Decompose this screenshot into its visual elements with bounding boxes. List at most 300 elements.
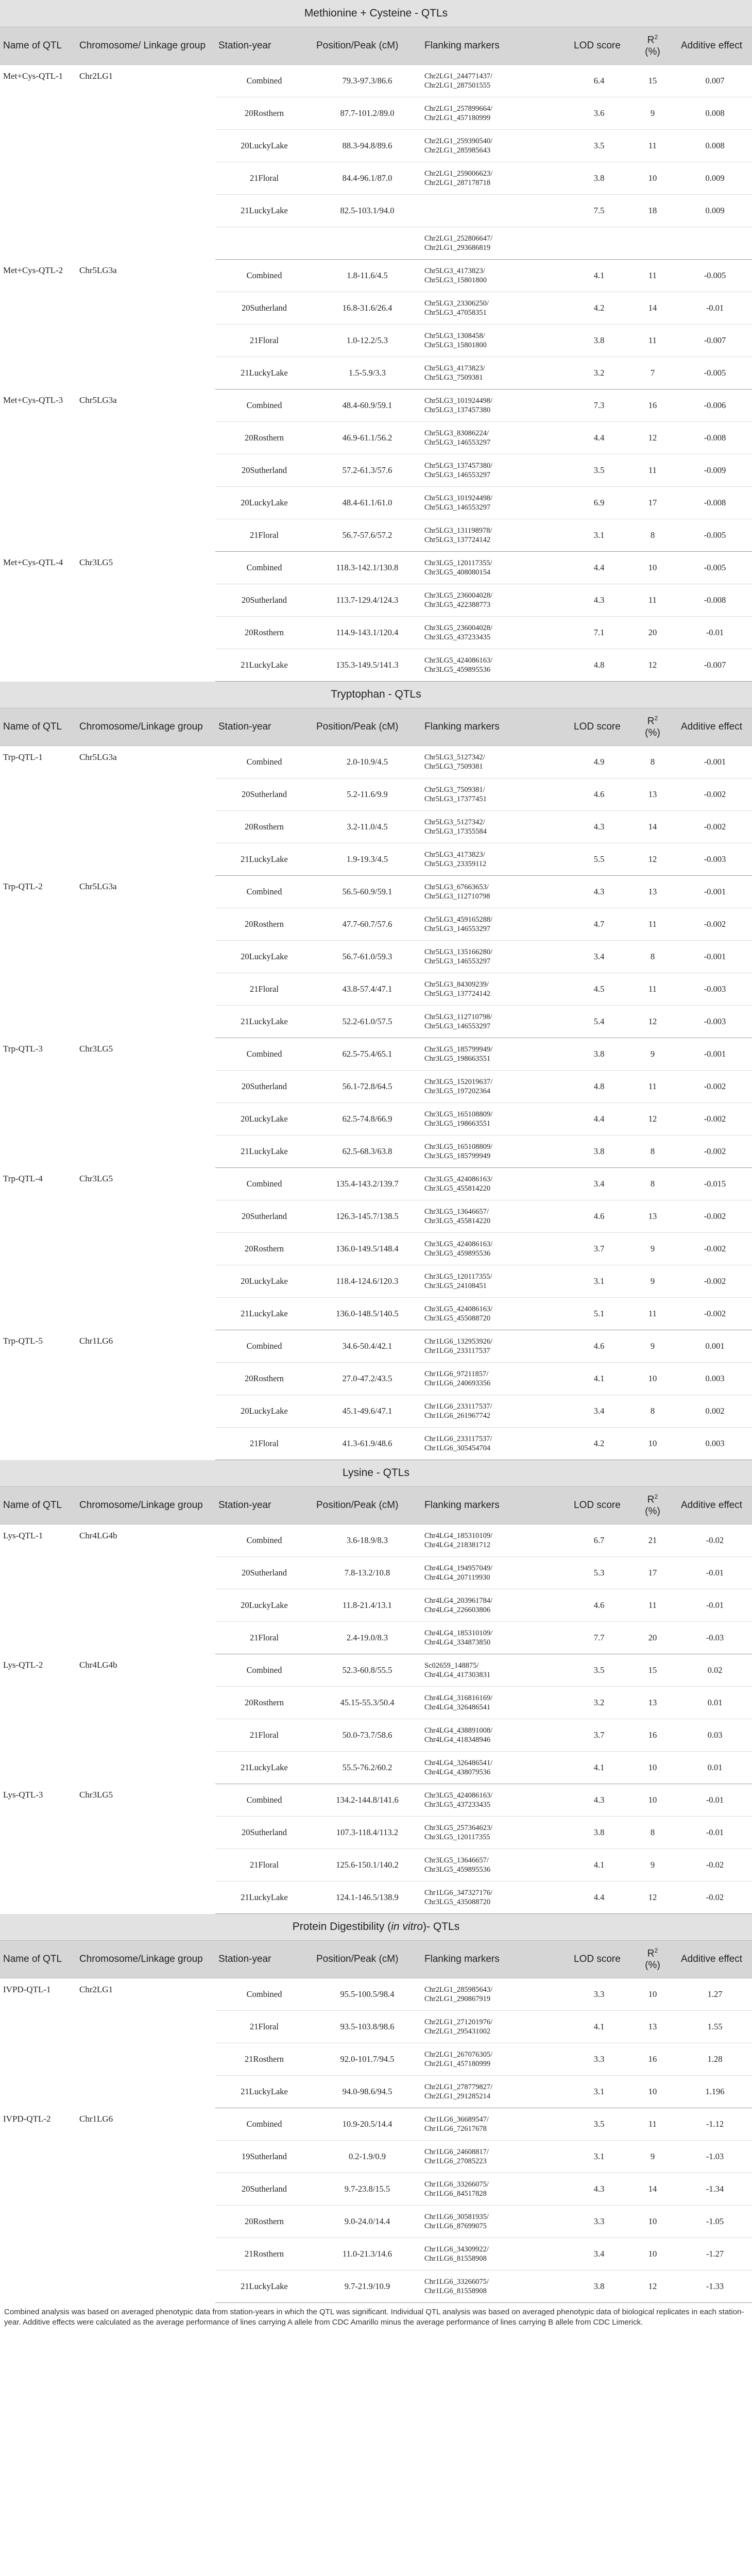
cell-lod-score: 4.6: [571, 778, 627, 810]
r2-label: R: [647, 716, 655, 727]
flanking-marker-left: Chr3LG5_13646657/: [424, 1207, 489, 1216]
qtl-name-text: Met+Cys-QTL-2: [3, 265, 63, 275]
flanking-marker-right: Chr1LG6_72617678: [424, 2124, 487, 2133]
cell-additive-effect: -1.12: [678, 2108, 752, 2140]
cell-lod-score: 3.6: [571, 97, 627, 129]
cell-station-year: 20Rosthern: [215, 810, 313, 843]
cell-additive-effect: 1.55: [678, 2010, 752, 2043]
flanking-marker-left: Chr4LG4_203961784/: [424, 1596, 493, 1605]
section-title: Lysine - QTLs: [0, 1460, 752, 1486]
cell-r2: 13: [627, 778, 678, 810]
cell-r2: 11: [627, 454, 678, 486]
cell-additive-effect: -1.27: [678, 2238, 752, 2270]
cell-station-year: Combined: [215, 551, 313, 584]
header-additive-effect: Additive effect: [678, 1940, 752, 1978]
cell-flanking-markers: [421, 2108, 571, 2140]
r2-superscript: 2: [654, 1947, 658, 1955]
cell-additive-effect: -0.005: [678, 259, 752, 292]
qtl-chromosome: Chr2LG1: [79, 71, 113, 81]
header-position-peak: Position/Peak (cM): [313, 1940, 421, 1978]
cell-flanking-markers: [421, 1167, 571, 1200]
cell-r2: 10: [627, 2205, 678, 2238]
cell-flanking-markers: [421, 519, 571, 551]
cell-position-peak: 113.7-129.4/124.3: [313, 584, 421, 616]
cell-additive-effect: -0.01: [678, 1589, 752, 1621]
cell-flanking-markers: [421, 64, 571, 97]
flanking-marker-left: Chr3LG5_120117355/: [424, 558, 492, 567]
cell-r2: 15: [627, 1654, 678, 1686]
cell-r2: 10: [627, 162, 678, 194]
cell-station-year: 19Sutherland: [215, 2140, 313, 2173]
cell-station-year: 20Sutherland: [215, 1556, 313, 1589]
flanking-marker-right: Chr5LG3_137457380: [424, 405, 491, 414]
flanking-marker-left: Chr5LG3_101924498/: [424, 494, 493, 502]
cell-station-year: 21LuckyLake: [215, 1751, 313, 1784]
cell-r2: 13: [627, 1200, 678, 1232]
flanking-marker-left: Chr5LG3_83086224/: [424, 429, 489, 437]
cell-position-peak: 135.3-149.5/141.3: [313, 649, 421, 681]
cell-additive-effect: -0.01: [678, 292, 752, 324]
cell-r2: 11: [627, 973, 678, 1005]
cell-station-year: 21LuckyLake: [215, 357, 313, 389]
cell-station-year: 20Rosthern: [215, 1232, 313, 1265]
flanking-marker-right: Chr5LG3_23359112: [424, 859, 487, 868]
cell-flanking-markers: [421, 1200, 571, 1232]
cell-lod-score: 5.5: [571, 843, 627, 875]
cell-r2: 16: [627, 1719, 678, 1751]
cell-flanking-markers: [421, 227, 571, 259]
cell-position-peak: 136.0-149.5/148.4: [313, 1232, 421, 1265]
header-flanking-markers: Flanking markers: [421, 1940, 571, 1978]
cell-position-peak: 52.2-61.0/57.5: [313, 1005, 421, 1038]
qtl-name-text: Met+Cys-QTL-1: [3, 71, 63, 81]
cell-lod-score: 6.9: [571, 486, 627, 519]
table-row: [0, 875, 752, 908]
flanking-marker-right: Chr2LG1_287178718: [424, 178, 491, 187]
cell-r2: 16: [627, 389, 678, 421]
cell-flanking-markers: [421, 324, 571, 357]
cell-lod-score: 6.7: [571, 1524, 627, 1556]
cell-flanking-markers: [421, 875, 571, 908]
cell-station-year: 21LuckyLake: [215, 1135, 313, 1167]
cell-flanking-markers: [421, 2173, 571, 2205]
section-title-italic: in vitro: [391, 1921, 423, 1933]
cell-lod-score: 6.4: [571, 64, 627, 97]
flanking-marker-right: Chr3LG5_455088720: [424, 1314, 491, 1323]
cell-additive-effect: 0.008: [678, 97, 752, 129]
flanking-marker-right: Chr5LG3_15801800: [424, 341, 487, 349]
cell-lod-score: 5.1: [571, 1297, 627, 1330]
cell-lod-score: 3.5: [571, 129, 627, 162]
cell-flanking-markers: [421, 2205, 571, 2238]
flanking-marker-right: Chr4LG4_417303831: [424, 1670, 491, 1679]
qtl-name: [0, 875, 76, 1038]
cell-lod-score: 3.5: [571, 1654, 627, 1686]
qtl-name: [0, 1038, 76, 1167]
cell-r2: 17: [627, 1556, 678, 1589]
cell-flanking-markers: [421, 1719, 571, 1751]
cell-r2: 20: [627, 1621, 678, 1654]
flanking-marker-right: Chr2LG1_457180999: [424, 2059, 491, 2068]
header-additive-effect: Additive effect: [678, 708, 752, 745]
cell-r2: 13: [627, 1686, 678, 1719]
flanking-marker-left: Chr4LG4_438891008/: [424, 1726, 493, 1735]
header-chromosome: Chromosome/Linkage group: [76, 708, 215, 745]
qtl-chromosome: Chr5LG3a: [79, 265, 117, 275]
cell-flanking-markers: [421, 1005, 571, 1038]
cell-additive-effect: -0.002: [678, 778, 752, 810]
cell-lod-score: 4.8: [571, 649, 627, 681]
cell-flanking-markers: [421, 1330, 571, 1362]
cell-r2: 14: [627, 810, 678, 843]
cell-station-year: 20Rosthern: [215, 97, 313, 129]
flanking-marker-right: Chr5LG3_146553297: [424, 957, 491, 965]
cell-flanking-markers: [421, 843, 571, 875]
qtl-name-text: Trp-QTL-4: [3, 1174, 43, 1183]
cell-additive-effect: -0.003: [678, 1005, 752, 1038]
flanking-marker-left: Chr2LG1_259006623/: [424, 169, 493, 178]
qtl-name: [0, 1654, 76, 1784]
cell-position-peak: 94.0-98.6/94.5: [313, 2075, 421, 2108]
cell-lod-score: 3.8: [571, 1816, 627, 1849]
cell-lod-score: 3.1: [571, 2140, 627, 2173]
cell-lod-score: 3.7: [571, 1232, 627, 1265]
cell-flanking-markers: [421, 389, 571, 421]
header-position-peak: Position/Peak (cM): [313, 708, 421, 745]
cell-additive-effect: -0.008: [678, 421, 752, 454]
flanking-marker-left: Chr3LG5_120117355/: [424, 1272, 492, 1281]
cell-additive-effect: -0.005: [678, 519, 752, 551]
cell-position-peak: 118.4-124.6/120.3: [313, 1265, 421, 1297]
cell-lod-score: 4.1: [571, 2010, 627, 2043]
cell-station-year: 20Rosthern: [215, 616, 313, 649]
cell-r2: 10: [627, 2075, 678, 2108]
cell-r2: 15: [627, 64, 678, 97]
flanking-marker-left: Chr2LG1_259390540/: [424, 137, 493, 145]
flanking-marker-left: Chr3LG5_185799949/: [424, 1045, 493, 1054]
flanking-marker-right: Chr1LG6_81558908: [424, 2254, 487, 2263]
cell-position-peak: 1.8-11.6/4.5: [313, 259, 421, 292]
flanking-marker-left: Chr5LG3_23306250/: [424, 299, 489, 308]
qtl-name-text: Lys-QTL-1: [3, 1530, 43, 1540]
cell-flanking-markers: [421, 1038, 571, 1070]
cell-flanking-markers: [421, 908, 571, 940]
cell-flanking-markers: [421, 810, 571, 843]
flanking-marker-left: Chr5LG3_67663653/: [424, 883, 489, 891]
qtl-name: [0, 389, 76, 551]
header-lod-score: LOD score: [571, 27, 627, 64]
cell-additive-effect: -0.015: [678, 1167, 752, 1200]
cell-flanking-markers: [421, 194, 571, 227]
cell-position-peak: 45.15-55.3/50.4: [313, 1686, 421, 1719]
cell-station-year: 20Rosthern: [215, 1686, 313, 1719]
flanking-marker-right: Chr5LG3_146553297: [424, 438, 491, 447]
cell-additive-effect: 0.008: [678, 129, 752, 162]
table-row: [0, 1978, 752, 2010]
flanking-marker-left: Chr1LG6_30581935/: [424, 2212, 489, 2221]
cell-station-year: 20Sutherland: [215, 778, 313, 810]
flanking-marker-right: Chr4LG4_226603806: [424, 1605, 491, 1614]
cell-r2: 10: [627, 2238, 678, 2270]
cell-position-peak: 118.3-142.1/130.8: [313, 551, 421, 584]
cell-lod-score: 4.5: [571, 973, 627, 1005]
cell-additive-effect: -1.05: [678, 2205, 752, 2238]
flanking-marker-right: Chr5LG3_146553297: [424, 924, 491, 933]
cell-flanking-markers: [421, 1362, 571, 1395]
cell-additive-effect: -0.03: [678, 1621, 752, 1654]
cell-flanking-markers: [421, 940, 571, 973]
qtl-name-text: Met+Cys-QTL-3: [3, 395, 63, 405]
qtl-chromosome: Chr3LG5: [79, 1044, 113, 1054]
cell-lod-score: 3.3: [571, 2043, 627, 2075]
cell-lod-score: 5.4: [571, 1005, 627, 1038]
cell-lod-score: 3.4: [571, 940, 627, 973]
header-station-year: Station-year: [215, 708, 313, 745]
cell-station-year: Combined: [215, 1784, 313, 1816]
r2-unit: (%): [645, 1505, 660, 1517]
cell-lod-score: 7.1: [571, 616, 627, 649]
flanking-marker-right: Chr2LG1_285985643: [424, 146, 491, 155]
cell-r2: 11: [627, 1589, 678, 1621]
cell-r2: 14: [627, 292, 678, 324]
cell-position-peak: 88.3-94.8/89.6: [313, 129, 421, 162]
cell-position-peak: 62.5-68.3/63.8: [313, 1135, 421, 1167]
cell-station-year: 21Floral: [215, 1849, 313, 1881]
section-title-row: [0, 1460, 752, 1486]
cell-lod-score: 4.9: [571, 745, 627, 778]
cell-additive-effect: 0.009: [678, 194, 752, 227]
cell-r2: 10: [627, 1427, 678, 1460]
flanking-marker-left: Chr5LG3_4173823/: [424, 850, 485, 859]
cell-station-year: 20LuckyLake: [215, 1103, 313, 1135]
cell-additive-effect: -0.009: [678, 454, 752, 486]
cell-additive-effect: -0.002: [678, 1135, 752, 1167]
flanking-marker-left: Chr3LG5_424086163/: [424, 1175, 493, 1183]
r2-unit: (%): [645, 727, 660, 738]
header-position-peak: Position/Peak (cM): [313, 1486, 421, 1524]
cell-station-year: 21Floral: [215, 519, 313, 551]
flanking-marker-left: Chr3LG5_13646657/: [424, 1856, 489, 1865]
qtl-chromosome: Chr5LG3a: [79, 395, 117, 405]
header-station-year: Station-year: [215, 1486, 313, 1524]
cell-additive-effect: -0.006: [678, 389, 752, 421]
cell-station-year: Combined: [215, 1330, 313, 1362]
flanking-marker-right: Chr5LG3_146553297: [424, 503, 491, 512]
cell-flanking-markers: [421, 1395, 571, 1427]
r2-superscript: 2: [654, 715, 658, 722]
cell-position-peak: 136.0-148.5/140.5: [313, 1297, 421, 1330]
flanking-marker-left: Chr5LG3_5127342/: [424, 818, 485, 826]
cell-position-peak: 56.7-57.6/57.2: [313, 519, 421, 551]
cell-lod-score: 3.7: [571, 1719, 627, 1751]
cell-position-peak: 5.2-11.6/9.9: [313, 778, 421, 810]
cell-r2: 12: [627, 1881, 678, 1913]
cell-r2: 11: [627, 908, 678, 940]
cell-station-year: 21LuckyLake: [215, 2270, 313, 2302]
cell-additive-effect: -0.001: [678, 875, 752, 908]
qtl-name-text: Trp-QTL-5: [3, 1336, 43, 1346]
cell-lod-score: 4.4: [571, 551, 627, 584]
cell-flanking-markers: [421, 745, 571, 778]
flanking-marker-left: Chr2LG1_271201976/: [424, 2018, 493, 2026]
section-title: Methionine + Cysteine - QTLs: [0, 0, 752, 27]
cell-flanking-markers: [421, 2043, 571, 2075]
cell-position-peak: 48.4-60.9/59.1: [313, 389, 421, 421]
flanking-marker-right: Chr1LG6_233117537: [424, 1346, 490, 1355]
cell-flanking-markers: [421, 1784, 571, 1816]
cell-additive-effect: 0.003: [678, 1427, 752, 1460]
cell-position-peak: 50.0-73.7/58.6: [313, 1719, 421, 1751]
cell-position-peak: 95.5-100.5/98.4: [313, 1978, 421, 2010]
table-row: [0, 1654, 752, 1686]
flanking-marker-right: Chr3LG5_459895536: [424, 1249, 491, 1258]
flanking-marker-left: Chr5LG3_459165288/: [424, 915, 493, 924]
flanking-marker-left: Chr5LG3_4173823/: [424, 266, 485, 275]
flanking-marker-right: Chr3LG5_459895536: [424, 665, 491, 674]
flanking-marker-left: Chr4LG4_326486541/: [424, 1758, 493, 1767]
flanking-marker-left: Chr1LG6_36689547/: [424, 2115, 489, 2124]
cell-position-peak: 1.9-19.3/4.5: [313, 843, 421, 875]
cell-station-year: 21Floral: [215, 973, 313, 1005]
cell-lod-score: 3.3: [571, 1978, 627, 2010]
flanking-marker-left: Chr2LG1_252806647/: [424, 234, 493, 243]
qtl-name-text: Met+Cys-QTL-4: [3, 557, 63, 567]
cell-lod-score: [571, 227, 627, 259]
cell-additive-effect: 0.009: [678, 162, 752, 194]
cell-flanking-markers: [421, 1621, 571, 1654]
cell-r2: 8: [627, 1167, 678, 1200]
cell-additive-effect: -0.002: [678, 908, 752, 940]
cell-additive-effect: -0.001: [678, 1038, 752, 1070]
flanking-marker-left: Chr3LG5_236004028/: [424, 591, 493, 600]
cell-r2: 13: [627, 2010, 678, 2043]
cell-position-peak: 48.4-61.1/61.0: [313, 486, 421, 519]
cell-position-peak: 84.4-96.1/87.0: [313, 162, 421, 194]
cell-position-peak: 7.8-13.2/10.8: [313, 1556, 421, 1589]
qtl-name: [0, 259, 76, 389]
cell-additive-effect: -0.02: [678, 1524, 752, 1556]
cell-station-year: 20LuckyLake: [215, 1265, 313, 1297]
header-r2: [627, 1486, 678, 1524]
qtl-chromosome: Chr4LG4b: [79, 1660, 117, 1670]
table-row: [0, 1524, 752, 1556]
cell-r2: 10: [627, 1978, 678, 2010]
cell-flanking-markers: [421, 2238, 571, 2270]
cell-station-year: 20Sutherland: [215, 1816, 313, 1849]
cell-lod-score: 4.3: [571, 875, 627, 908]
cell-position-peak: 46.9-61.1/56.2: [313, 421, 421, 454]
cell-additive-effect: -0.002: [678, 1070, 752, 1103]
table-row: [0, 64, 752, 97]
section-title-row: [0, 1913, 752, 1940]
qtl-chromosome: Chr5LG3a: [79, 882, 117, 891]
flanking-marker-left: Chr3LG5_424086163/: [424, 1304, 493, 1313]
cell-additive-effect: -0.002: [678, 1297, 752, 1330]
cell-r2: 7: [627, 357, 678, 389]
header-station-year: Station-year: [215, 1940, 313, 1978]
flanking-marker-right: Chr2LG1_291285214: [424, 2092, 491, 2100]
cell-r2: 8: [627, 1816, 678, 1849]
header-r2: [627, 708, 678, 745]
flanking-marker-left: Chr3LG5_165108809/: [424, 1110, 493, 1118]
qtl-name: [0, 1784, 76, 1913]
cell-position-peak: 47.7-60.7/57.6: [313, 908, 421, 940]
cell-station-year: 20Sutherland: [215, 1200, 313, 1232]
cell-lod-score: 3.2: [571, 357, 627, 389]
cell-lod-score: 3.8: [571, 2270, 627, 2302]
cell-additive-effect: -0.02: [678, 1881, 752, 1913]
cell-station-year: 21LuckyLake: [215, 1297, 313, 1330]
cell-lod-score: 4.1: [571, 1362, 627, 1395]
cell-lod-score: 4.1: [571, 1849, 627, 1881]
cell-position-peak: 10.9-20.5/14.4: [313, 2108, 421, 2140]
cell-station-year: 21Floral: [215, 324, 313, 357]
cell-r2: 9: [627, 1232, 678, 1265]
cell-additive-effect: -0.01: [678, 1556, 752, 1589]
cell-flanking-markers: [421, 616, 571, 649]
cell-lod-score: 3.8: [571, 162, 627, 194]
cell-r2: 9: [627, 1265, 678, 1297]
cell-station-year: 20Rosthern: [215, 1362, 313, 1395]
flanking-marker-right: Chr3LG5_459895536: [424, 1865, 491, 1874]
cell-flanking-markers: [421, 97, 571, 129]
cell-station-year: Combined: [215, 389, 313, 421]
cell-r2: 12: [627, 649, 678, 681]
cell-station-year: 21Floral: [215, 2010, 313, 2043]
qtl-name-text: Lys-QTL-3: [3, 1790, 43, 1800]
cell-station-year: 21LuckyLake: [215, 1881, 313, 1913]
cell-flanking-markers: [421, 162, 571, 194]
flanking-marker-left: Chr5LG3_84309239/: [424, 980, 489, 989]
cell-lod-score: 3.8: [571, 1038, 627, 1070]
flanking-marker-right: Chr3LG5_24108451: [424, 1281, 487, 1290]
flanking-marker-right: Chr5LG3_7509381: [424, 373, 483, 382]
cell-r2: 10: [627, 1751, 678, 1784]
flanking-marker-right: Chr3LG5_185799949: [424, 1151, 491, 1160]
cell-flanking-markers: [421, 1524, 571, 1556]
flanking-marker-right: Chr2LG1_290867919: [424, 1994, 491, 2003]
r2-label: R: [647, 1948, 655, 1959]
qtl-chromosome: Chr1LG6: [79, 2114, 113, 2124]
cell-additive-effect: 0.002: [678, 1395, 752, 1427]
cell-r2: 10: [627, 1784, 678, 1816]
flanking-marker-right: Chr3LG5_455814220: [424, 1184, 491, 1193]
flanking-marker-right: Chr5LG3_137724142: [424, 989, 491, 998]
cell-flanking-markers: [421, 1654, 571, 1686]
header-r2: [627, 27, 678, 64]
flanking-marker-right: Chr3LG5_437233435: [424, 633, 491, 641]
cell-station-year: 20Rosthern: [215, 908, 313, 940]
cell-position-peak: 34.6-50.4/42.1: [313, 1330, 421, 1362]
cell-station-year: 20Rosthern: [215, 2205, 313, 2238]
cell-r2: 16: [627, 2043, 678, 2075]
flanking-marker-left: Chr2LG1_257899664/: [424, 104, 493, 113]
flanking-marker-left: Chr5LG3_7509381/: [424, 785, 485, 794]
cell-flanking-markers: [421, 2010, 571, 2043]
cell-r2: 10: [627, 1362, 678, 1395]
flanking-marker-right: Chr5LG3_15801800: [424, 276, 487, 284]
flanking-marker-left: Chr4LG4_316816169/: [424, 1693, 493, 1702]
cell-lod-score: 3.2: [571, 1686, 627, 1719]
cell-station-year: 20Sutherland: [215, 2173, 313, 2205]
flanking-marker-right: Chr3LG5_198663551: [424, 1054, 491, 1063]
cell-r2: 12: [627, 1005, 678, 1038]
cell-position-peak: 2.0-10.9/4.5: [313, 745, 421, 778]
cell-lod-score: 4.1: [571, 259, 627, 292]
qtl-name: [0, 745, 76, 875]
flanking-marker-right: Chr5LG3_137724142: [424, 535, 491, 544]
flanking-marker-left: Chr5LG3_1308458/: [424, 331, 485, 340]
